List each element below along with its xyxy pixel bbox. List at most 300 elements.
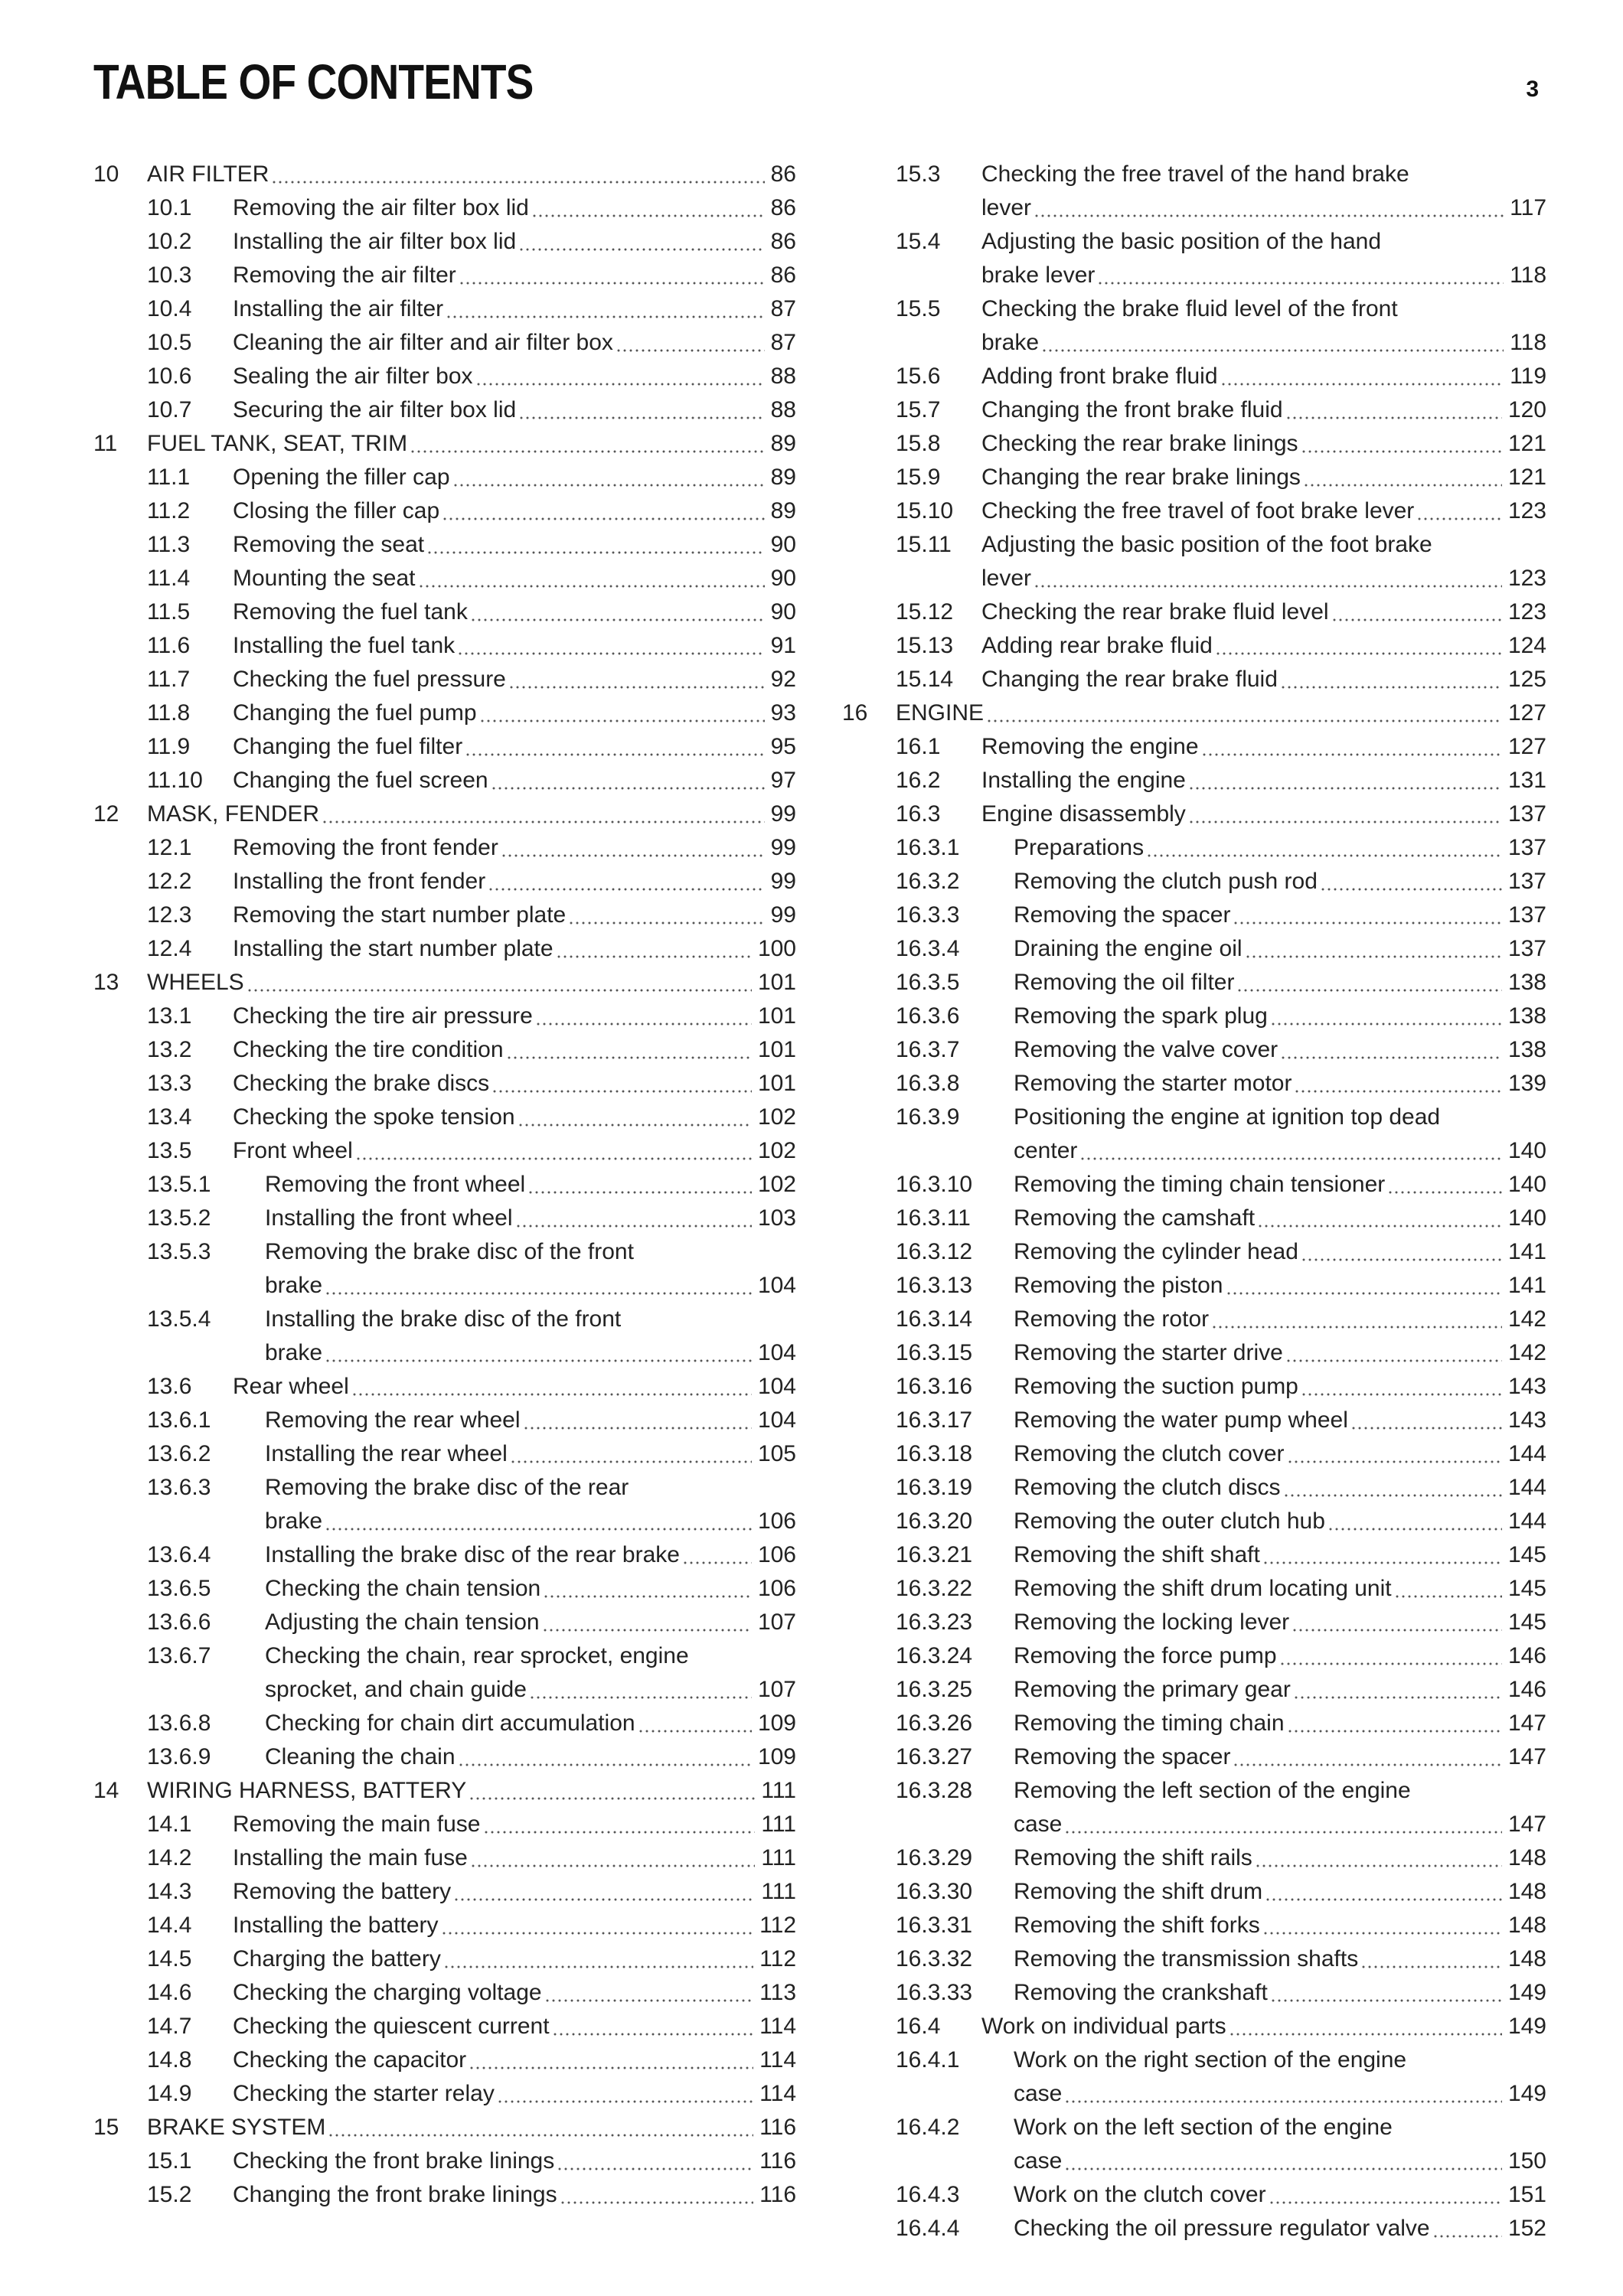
- toc-entry-page: 99: [770, 835, 796, 860]
- dot-leader: [418, 583, 765, 589]
- toc-entry-page: 93: [770, 700, 796, 726]
- dot-leader: [459, 280, 765, 286]
- toc-entry[interactable]: [93, 1235, 796, 1303]
- toc-entry-title: Changing the fuel screen: [233, 768, 488, 793]
- dot-leader: [1387, 1189, 1502, 1195]
- toc-entry[interactable]: [842, 1336, 1546, 1370]
- toc-entry[interactable]: [842, 1202, 1546, 1235]
- toc-entry[interactable]: [93, 932, 796, 966]
- toc-entry[interactable]: [93, 393, 796, 427]
- toc-entry[interactable]: [93, 2111, 796, 2144]
- dot-leader: [557, 2166, 753, 2172]
- dot-leader: [501, 853, 765, 859]
- toc-entry-number: 16.3.5: [896, 970, 960, 995]
- toc-entry-page: 99: [770, 801, 796, 827]
- dot-leader: [638, 1728, 752, 1734]
- toc-entry[interactable]: [842, 393, 1546, 427]
- toc-entry-page: 104: [757, 1374, 796, 1399]
- toc-entry-page: 125: [1507, 667, 1546, 692]
- dot-leader: [506, 1055, 752, 1061]
- toc-entry[interactable]: [842, 1033, 1546, 1067]
- toc-entry[interactable]: [842, 225, 1546, 292]
- toc-entry[interactable]: [842, 1101, 1546, 1168]
- toc-entry[interactable]: [842, 1572, 1546, 1606]
- toc-entry-title: FUEL TANK, SEAT, TRIM: [147, 431, 408, 456]
- dot-leader: [543, 1593, 752, 1600]
- toc-entry-number: 16.3.12: [896, 1239, 973, 1264]
- toc-entry-page: 105: [757, 1441, 796, 1466]
- toc-entry-number: 16.3.18: [896, 1441, 973, 1466]
- toc-entry[interactable]: [93, 1909, 796, 1942]
- toc-entry-number: 10.4: [147, 296, 192, 321]
- toc-entry[interactable]: [842, 1168, 1546, 1202]
- toc-entry-title: Changing the front brake fluid: [981, 397, 1283, 422]
- toc-entry[interactable]: [93, 1000, 796, 1033]
- toc-entry[interactable]: [93, 326, 796, 360]
- toc-entry[interactable]: [93, 461, 796, 494]
- toc-entry-page: 90: [770, 566, 796, 591]
- toc-entry[interactable]: [842, 2178, 1546, 2212]
- toc-entry-number: 11.4: [147, 566, 191, 591]
- toc-entry[interactable]: [93, 1437, 796, 1471]
- toc-entry-title: Removing the spark plug: [1014, 1003, 1268, 1029]
- toc-entry[interactable]: [842, 1269, 1546, 1303]
- toc-entry[interactable]: [93, 966, 796, 1000]
- dot-leader: [1287, 1459, 1502, 1465]
- toc-entry-title: Removing the suction pump: [1014, 1374, 1298, 1399]
- toc-entry[interactable]: [842, 1875, 1546, 1909]
- toc-entry[interactable]: [842, 1067, 1546, 1101]
- toc-entry-page: 86: [770, 195, 796, 220]
- dot-leader: [1301, 1257, 1502, 1263]
- toc-entry-page: 88: [770, 397, 796, 422]
- toc-entry[interactable]: [842, 2043, 1546, 2111]
- dot-leader: [1188, 819, 1502, 825]
- dot-leader: [1034, 583, 1502, 589]
- toc-entry[interactable]: [93, 1168, 796, 1202]
- toc-entry[interactable]: [93, 1808, 796, 1841]
- dot-leader: [441, 1930, 754, 1936]
- toc-entry[interactable]: [93, 2144, 796, 2178]
- toc-entry-page: 102: [757, 1104, 796, 1130]
- toc-entry-page: 152: [1507, 2216, 1546, 2241]
- toc-entry[interactable]: [93, 797, 796, 831]
- toc-entry-title: Removing the seat: [233, 532, 425, 557]
- toc-entry[interactable]: [842, 595, 1546, 629]
- toc-entry[interactable]: [842, 966, 1546, 1000]
- toc-entry-page: 89: [770, 431, 796, 456]
- toc-entry-title: Removing the clutch push rod: [1014, 869, 1318, 894]
- toc-entry[interactable]: [93, 1538, 796, 1572]
- toc-entry[interactable]: [93, 1976, 796, 2010]
- toc-entry[interactable]: [842, 1909, 1546, 1942]
- toc-entry-number: 10: [93, 161, 119, 187]
- toc-entry-title: Checking the chain, rear sprocket, engine: [265, 1643, 689, 1668]
- toc-entry[interactable]: [93, 1942, 796, 1976]
- dot-leader: [556, 954, 752, 960]
- toc-entry[interactable]: [93, 1774, 796, 1808]
- toc-entry-title: Installing the main fuse: [233, 1845, 468, 1870]
- toc-entry-page: 109: [757, 1711, 796, 1736]
- toc-entry[interactable]: [842, 2010, 1546, 2043]
- toc-entry[interactable]: [93, 629, 796, 663]
- toc-entry-page: 118: [1510, 263, 1546, 288]
- toc-entry-page: 137: [1507, 902, 1546, 928]
- toc-entry-title: Removing the starter motor: [1014, 1071, 1292, 1096]
- toc-entry[interactable]: [93, 663, 796, 696]
- toc-entry-title: MASK, FENDER: [147, 801, 320, 827]
- dot-leader: [351, 1391, 752, 1397]
- toc-entry[interactable]: [93, 1033, 796, 1067]
- toc-entry-title: Checking the oil pressure regulator valve: [1014, 2216, 1430, 2241]
- toc-entry-title: Removing the shift drum locating unit: [1014, 1576, 1392, 1601]
- toc-entry-title: Changing the rear brake fluid: [981, 667, 1278, 692]
- toc-entry-number: 16.3.22: [896, 1576, 973, 1601]
- toc-entry-title: Checking the rear brake linings: [981, 431, 1298, 456]
- toc-entry-title: Removing the front fender: [233, 835, 498, 860]
- toc-entry-number: 16.3.23: [896, 1609, 973, 1635]
- toc-entry-number: 10.7: [147, 397, 192, 422]
- toc-entry[interactable]: [93, 1841, 796, 1875]
- toc-entry-page: 147: [1507, 1711, 1546, 1736]
- toc-entry[interactable]: [842, 1370, 1546, 1404]
- toc-entry-title: Preparations: [1014, 835, 1145, 860]
- toc-entry-number: 14.6: [147, 1980, 192, 2005]
- dot-leader: [529, 1694, 752, 1701]
- toc-entry-page: 149: [1507, 2014, 1546, 2039]
- toc-entry[interactable]: [842, 797, 1546, 831]
- toc-entry[interactable]: [842, 865, 1546, 899]
- toc-entry[interactable]: [93, 1572, 796, 1606]
- toc-entry[interactable]: [842, 2111, 1546, 2178]
- toc-entry-page: 123: [1507, 566, 1546, 591]
- toc-entry-number: 12.2: [147, 869, 192, 894]
- toc-entry-number: 15.14: [896, 667, 954, 692]
- dot-leader: [475, 381, 765, 387]
- toc-entry-number: 14.3: [147, 1879, 192, 1904]
- dot-leader: [479, 718, 765, 724]
- toc-entry-title: Removing the left section of the engine: [1014, 1778, 1411, 1803]
- toc-entry[interactable]: [842, 1000, 1546, 1033]
- toc-entry-title: Adding rear brake fluid: [981, 633, 1213, 658]
- toc-entry[interactable]: [93, 1606, 796, 1639]
- toc-entry[interactable]: [93, 562, 796, 595]
- toc-entry-title: Removing the camshaft: [1014, 1205, 1256, 1231]
- toc-entry-page: 113: [759, 1980, 796, 2005]
- toc-entry-title: Removing the rotor: [1014, 1306, 1210, 1332]
- toc-entry-title: Removing the timing chain tensioner: [1014, 1172, 1386, 1197]
- toc-entry-number: 16.3.25: [896, 1677, 973, 1702]
- toc-entry[interactable]: [842, 764, 1546, 797]
- toc-entry[interactable]: [93, 831, 796, 865]
- toc-entry[interactable]: [842, 1639, 1546, 1673]
- dot-leader: [325, 1358, 752, 1364]
- toc-entry[interactable]: [842, 1303, 1546, 1336]
- toc-entry-number: 14: [93, 1778, 119, 1803]
- dot-leader: [515, 1223, 752, 1229]
- toc-entry[interactable]: [93, 696, 796, 730]
- toc-entry-page: 101: [757, 1003, 796, 1029]
- toc-entry-number: 14.8: [147, 2047, 192, 2073]
- dot-leader: [465, 752, 764, 758]
- toc-entry-title: Removing the front wheel: [265, 1172, 526, 1197]
- toc-entry[interactable]: [842, 1404, 1546, 1437]
- toc-entry[interactable]: [93, 259, 796, 292]
- toc-entry[interactable]: [842, 696, 1546, 730]
- toc-entry[interactable]: [93, 899, 796, 932]
- dot-leader: [442, 516, 764, 522]
- toc-entry-title: Engine disassembly: [981, 801, 1186, 827]
- toc-entry-number: 11.5: [147, 599, 191, 625]
- toc-entry[interactable]: [842, 899, 1546, 932]
- toc-entry-number: 16.3.6: [896, 1003, 960, 1029]
- toc-entry[interactable]: [842, 629, 1546, 663]
- toc-entry[interactable]: [842, 1235, 1546, 1269]
- toc-entry-page: 107: [757, 1677, 796, 1702]
- toc-entry-page: 109: [757, 1744, 796, 1769]
- toc-entry-title: Changing the fuel pump: [233, 700, 477, 726]
- toc-entry-number: 16.3.15: [896, 1340, 973, 1365]
- toc-entry[interactable]: [93, 1370, 796, 1404]
- toc-entry-title: Removing the water pump wheel: [1014, 1407, 1348, 1433]
- toc-column-left: [93, 158, 796, 2212]
- toc-entry-page: 114: [759, 2014, 796, 2039]
- toc-entry[interactable]: [93, 1404, 796, 1437]
- dot-leader: [491, 785, 765, 791]
- toc-entry-title: Positioning the engine at ignition top dead: [1014, 1104, 1441, 1130]
- toc-entry-title: Removing the battery: [233, 1879, 452, 1904]
- toc-entry-page: 106: [757, 1508, 796, 1534]
- toc-entry[interactable]: [93, 764, 796, 797]
- toc-entry-title: brake: [981, 330, 1040, 355]
- dot-leader: [1327, 1526, 1502, 1532]
- dot-leader: [518, 415, 764, 421]
- toc-entry-title: Checking the quiescent current: [233, 2014, 550, 2039]
- toc-entry-page: 91: [770, 633, 796, 658]
- toc-entry-number: 16.3.9: [896, 1104, 960, 1130]
- toc-entry-number: 13.4: [147, 1104, 192, 1130]
- dot-leader: [1233, 1762, 1501, 1768]
- toc-entry-number: 10.3: [147, 263, 192, 288]
- toc-entry-number: 13.6.4: [147, 1542, 211, 1567]
- toc-entry[interactable]: [93, 158, 796, 191]
- toc-entry-page: 107: [757, 1609, 796, 1635]
- dot-leader: [1262, 1930, 1502, 1936]
- toc-entry-title: Work on individual parts: [981, 2014, 1226, 2039]
- toc-entry-page: 121: [1507, 465, 1546, 490]
- dot-leader: [410, 448, 765, 455]
- toc-entry[interactable]: [93, 427, 796, 461]
- toc-entry-title: Adjusting the basic position of the hand: [981, 229, 1382, 254]
- toc-entry-page: 143: [1507, 1407, 1546, 1433]
- toc-entry[interactable]: [93, 865, 796, 899]
- toc-entry-number: 15.11: [896, 532, 952, 557]
- toc-entry-page: 86: [770, 263, 796, 288]
- toc-entry-page: 138: [1507, 1003, 1546, 1029]
- toc-entry[interactable]: [842, 663, 1546, 696]
- toc-entry-title: Checking the rear brake fluid level: [981, 599, 1329, 625]
- toc-entry-number: 15.5: [896, 296, 941, 321]
- toc-entry-title: AIR FILTER: [147, 161, 269, 187]
- toc-entry[interactable]: [842, 730, 1546, 764]
- toc-entry[interactable]: [93, 2043, 796, 2077]
- dot-leader: [443, 1964, 753, 1970]
- toc-entry-page: 141: [1507, 1273, 1546, 1298]
- toc-entry-number: 15.4: [896, 229, 941, 254]
- toc-entry-page: 144: [1507, 1441, 1546, 1466]
- toc-entry-title: Checking the chain tension: [265, 1576, 541, 1601]
- dot-leader: [510, 1459, 752, 1465]
- dot-leader: [247, 987, 752, 993]
- dot-leader: [1201, 752, 1502, 758]
- toc-entry[interactable]: [93, 1740, 796, 1774]
- toc-entry[interactable]: [842, 1740, 1546, 1774]
- toc-entry-title: Installing the start number plate: [233, 936, 554, 961]
- toc-entry-page: 104: [757, 1273, 796, 1298]
- toc-entry-page: 103: [757, 1205, 796, 1231]
- toc-entry[interactable]: [842, 2212, 1546, 2245]
- toc-entry[interactable]: [842, 1707, 1546, 1740]
- toc-entry[interactable]: [93, 360, 796, 393]
- toc-entry-title: center: [1014, 1138, 1078, 1163]
- toc-entry-number: 16.2: [896, 768, 941, 793]
- toc-entry-title: Installing the engine: [981, 768, 1186, 793]
- toc-column-right: [842, 158, 1546, 2245]
- toc-entry-title: case: [1014, 1812, 1063, 1837]
- page-number: 3: [1526, 77, 1539, 102]
- toc-entry[interactable]: [842, 1942, 1546, 1976]
- dot-leader: [1034, 213, 1504, 219]
- dot-leader: [560, 2200, 754, 2206]
- toc-entry-number: 16.4.3: [896, 2182, 960, 2207]
- dot-leader: [531, 213, 765, 219]
- toc-entry-number: 16.3.8: [896, 1071, 960, 1096]
- toc-entry-page: 101: [757, 1071, 796, 1096]
- toc-entry-title: Removing the crankshaft: [1014, 1980, 1268, 2005]
- toc-entry[interactable]: [842, 1841, 1546, 1875]
- toc-entry[interactable]: [842, 1505, 1546, 1538]
- toc-entry[interactable]: [93, 1471, 796, 1538]
- toc-entry[interactable]: [842, 528, 1546, 595]
- toc-entry[interactable]: [842, 461, 1546, 494]
- dot-leader: [568, 920, 764, 926]
- toc-entry-page: 143: [1507, 1374, 1546, 1399]
- dot-leader: [446, 314, 764, 320]
- toc-entry-title: Draining the engine oil: [1014, 936, 1243, 961]
- toc-entry-page: 127: [1507, 700, 1546, 726]
- toc-entry[interactable]: [842, 292, 1546, 360]
- dot-leader: [1285, 1358, 1502, 1364]
- toc-entry[interactable]: [93, 2178, 796, 2212]
- toc-entry-title: Checking the capacitor: [233, 2047, 467, 2073]
- toc-entry-page: 99: [770, 869, 796, 894]
- toc-entry[interactable]: [842, 1471, 1546, 1505]
- toc-entry[interactable]: [93, 595, 796, 629]
- toc-entry[interactable]: [842, 1976, 1546, 2010]
- toc-entry[interactable]: [842, 158, 1546, 225]
- toc-entry-page: 137: [1507, 801, 1546, 827]
- toc-entry-page: 89: [770, 465, 796, 490]
- toc-entry-page: 114: [759, 2047, 796, 2073]
- toc-entry[interactable]: [842, 831, 1546, 865]
- toc-entry-title: Removing the timing chain: [1014, 1711, 1285, 1736]
- toc-entry[interactable]: [93, 730, 796, 764]
- dot-leader: [535, 1021, 752, 1027]
- toc-entry[interactable]: [93, 2010, 796, 2043]
- toc-entry-title: Checking the front brake linings: [233, 2148, 555, 2174]
- toc-entry[interactable]: [93, 1202, 796, 1235]
- toc-entry-number: 13.5.2: [147, 1205, 211, 1231]
- dot-leader: [1064, 2099, 1502, 2105]
- toc-entry-number: 11.9: [147, 734, 191, 759]
- toc-entry-number: 11.2: [147, 498, 191, 523]
- toc-entry-page: 138: [1507, 1037, 1546, 1062]
- toc-entry-title: Removing the clutch cover: [1014, 1441, 1285, 1466]
- toc-entry[interactable]: [93, 292, 796, 326]
- toc-entry-title: brake: [265, 1508, 323, 1534]
- dot-leader: [1270, 1021, 1502, 1027]
- toc-entry[interactable]: [93, 1134, 796, 1168]
- toc-entry-page: 95: [770, 734, 796, 759]
- toc-entry-title: Removing the brake disc of the rear: [265, 1475, 629, 1500]
- toc-entry[interactable]: [842, 1538, 1546, 1572]
- toc-entry-page: 145: [1507, 1609, 1546, 1635]
- toc-entry-title: brake: [265, 1273, 323, 1298]
- toc-entry-title: case: [1014, 2081, 1063, 2106]
- toc-entry-number: 16.3.31: [896, 1913, 973, 1938]
- toc-entry-title: Removing the valve cover: [1014, 1037, 1278, 1062]
- toc-entry-page: 101: [757, 970, 796, 995]
- toc-entry-page: 86: [770, 229, 796, 254]
- toc-entry[interactable]: [842, 360, 1546, 393]
- toc-entry-title: Removing the main fuse: [233, 1812, 481, 1837]
- toc-entry[interactable]: [93, 1639, 796, 1707]
- toc-entry-title: WIRING HARNESS, BATTERY: [147, 1778, 467, 1803]
- toc-entry[interactable]: [842, 427, 1546, 461]
- toc-entry[interactable]: [93, 494, 796, 528]
- toc-entry-number: 11.3: [147, 532, 191, 557]
- toc-entry-page: 106: [757, 1542, 796, 1567]
- toc-entry-number: 16.4.4: [896, 2216, 960, 2241]
- dot-leader: [1229, 2031, 1502, 2037]
- toc-entry[interactable]: [93, 2077, 796, 2111]
- toc-entry[interactable]: [842, 1673, 1546, 1707]
- toc-entry[interactable]: [842, 494, 1546, 528]
- toc-entry[interactable]: [93, 1101, 796, 1134]
- dot-leader: [1041, 347, 1504, 354]
- toc-entry[interactable]: [842, 1606, 1546, 1639]
- toc-entry[interactable]: [842, 1437, 1546, 1471]
- toc-entry[interactable]: [842, 932, 1546, 966]
- toc-entry-page: 142: [1507, 1306, 1546, 1332]
- toc-entry-number: 16.4.1: [896, 2047, 960, 2073]
- toc-entry[interactable]: [842, 1774, 1546, 1841]
- toc-entry-number: 16.4: [896, 2014, 941, 2039]
- toc-entry[interactable]: [93, 1067, 796, 1101]
- toc-entry-title: Removing the shift rails: [1014, 1845, 1252, 1870]
- toc-entry-title: WHEELS: [147, 970, 244, 995]
- toc-entry[interactable]: [93, 1303, 796, 1370]
- toc-entry[interactable]: [93, 528, 796, 562]
- toc-entry-title: Removing the cylinder head: [1014, 1239, 1298, 1264]
- dot-leader: [453, 1896, 755, 1903]
- toc-entry[interactable]: [93, 1707, 796, 1740]
- toc-entry-title: Installing the air filter box lid: [233, 229, 517, 254]
- toc-entry[interactable]: [93, 191, 796, 225]
- toc-entry[interactable]: [93, 1875, 796, 1909]
- toc-entry[interactable]: [93, 225, 796, 259]
- dot-leader: [1245, 954, 1502, 960]
